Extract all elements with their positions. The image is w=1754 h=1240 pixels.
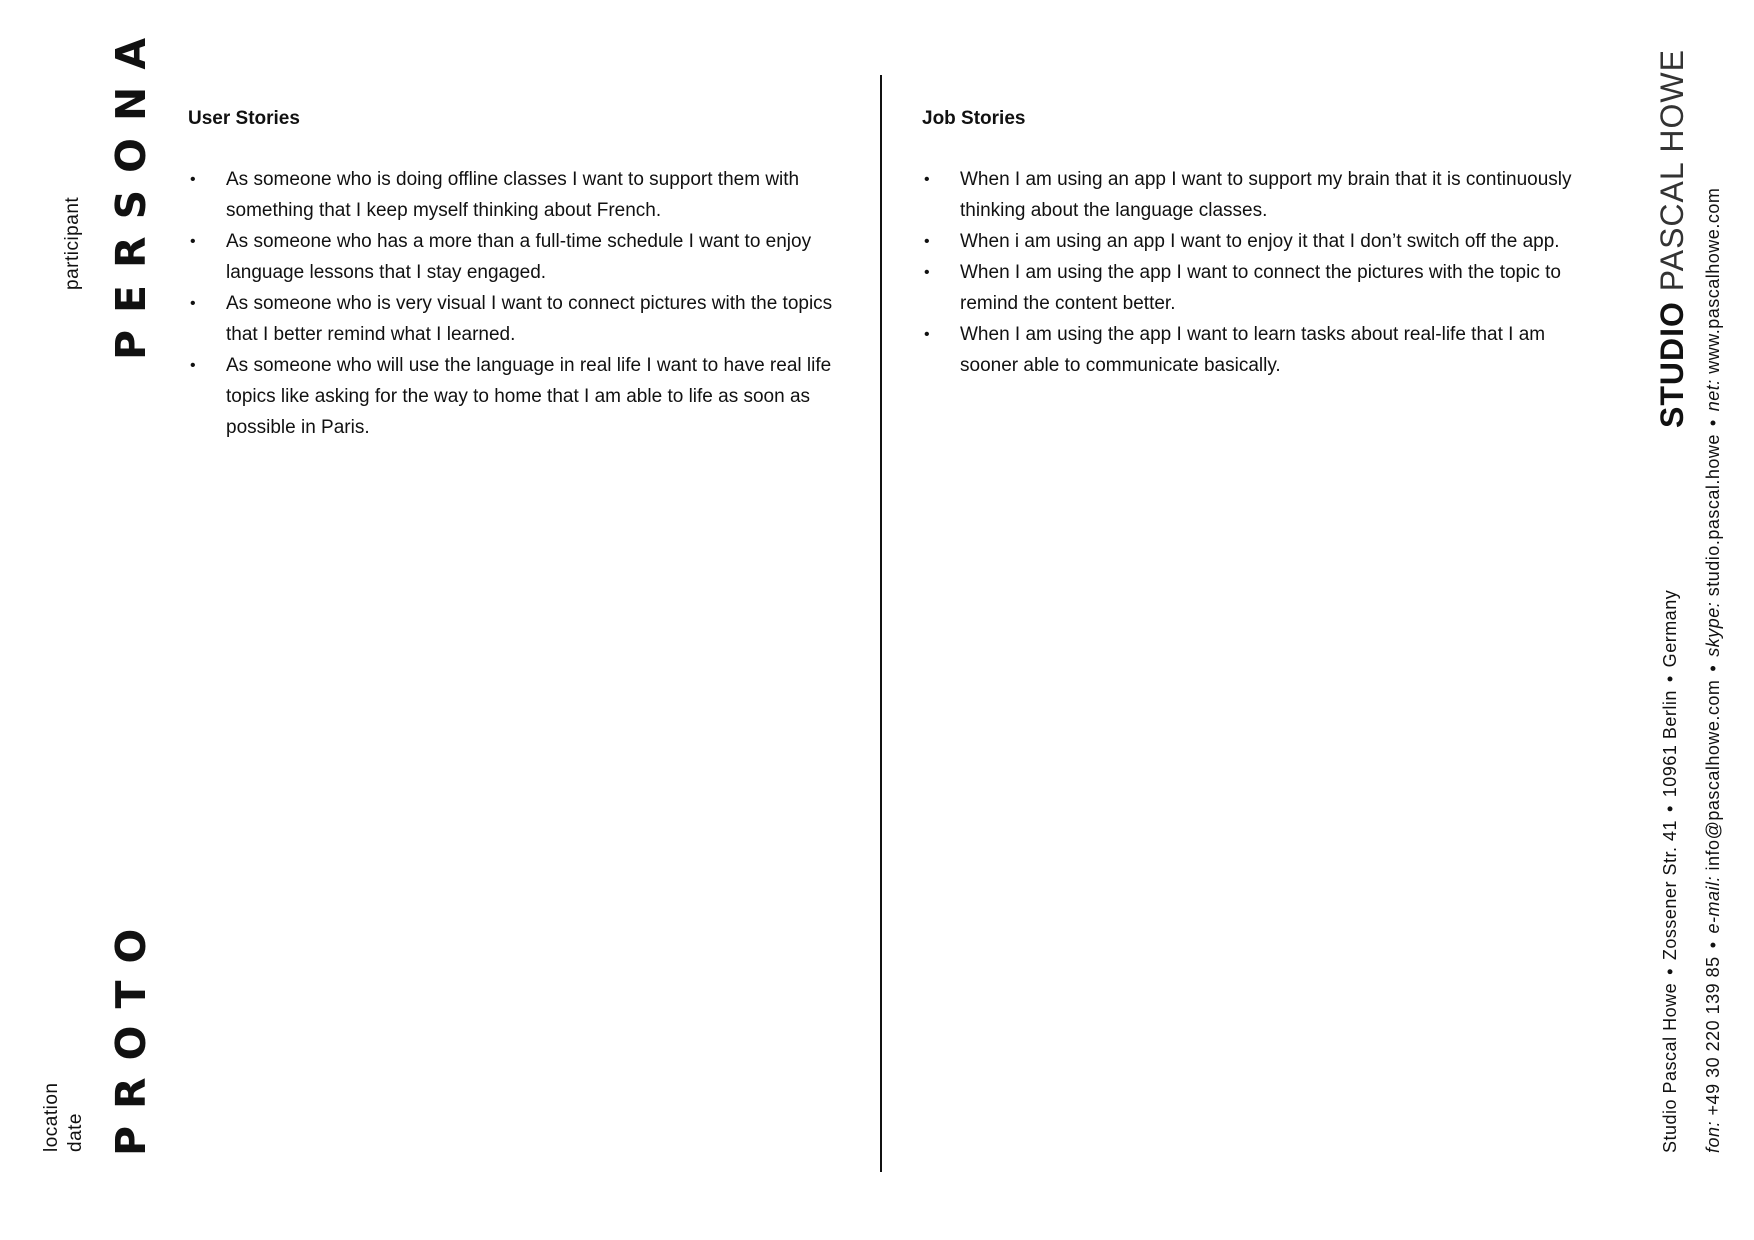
job-story-text: When I am using the app I want to learn tasks about real-life that I am sooner able to communicate basically. — [960, 324, 1546, 376]
address-city: 10961 Berlin — [1660, 690, 1680, 798]
user-story-text: As someone who will use the language in real life I want to have real life topics like asking for the way to home that I am able to life as soon as possible in Paris. — [226, 355, 832, 438]
address-country: Germany — [1660, 589, 1680, 668]
job-story-item — [922, 319, 1592, 381]
bullet-icon: • — [190, 295, 196, 312]
participant-label: participant — [62, 196, 83, 290]
separator: • — [1703, 664, 1723, 672]
meta-labels — [40, 1083, 88, 1153]
skype-value[interactable]: studio.pascal.howe — [1703, 434, 1723, 597]
column-divider — [880, 75, 882, 1172]
user-stories-list — [188, 164, 848, 443]
job-story-text: When I am using the app I want to connect the pictures with the topic to remind the content better. — [960, 262, 1561, 314]
job-story-item — [922, 226, 1592, 257]
location-label: location — [41, 1082, 62, 1152]
address-name: Studio Pascal Howe — [1660, 982, 1680, 1153]
separator: • — [1703, 419, 1723, 427]
job-stories-list — [922, 164, 1592, 381]
user-story-item — [188, 288, 848, 350]
address-street: Zossener Str. 41 — [1660, 820, 1680, 961]
user-story-text: As someone who has a more than a full-time schedule I want to enjoy language lessons that I stay engaged. — [226, 231, 812, 283]
net-key: net: — [1703, 379, 1723, 412]
date-label: date — [65, 1113, 86, 1152]
user-story-item — [188, 164, 848, 226]
user-story-item — [188, 350, 848, 443]
contact-line — [1702, 188, 1724, 1153]
separator: • — [1660, 675, 1680, 683]
bullet-icon: • — [924, 233, 930, 250]
job-stories-section — [922, 104, 1592, 381]
address-line — [1659, 590, 1681, 1153]
bullet-icon: • — [190, 233, 196, 250]
job-story-item — [922, 257, 1592, 319]
separator: • — [1660, 805, 1680, 813]
net-value[interactable]: www.pascalhowe.com — [1703, 187, 1723, 374]
bullet-icon: • — [190, 357, 196, 374]
bullet-icon: • — [924, 326, 930, 343]
user-story-text: As someone who is very visual I want to connect pictures with the topics that I better remind what I learned. — [226, 293, 833, 345]
fon-value[interactable]: +49 30 220 139 85 — [1703, 956, 1723, 1116]
job-story-text: When i am using an app I want to enjoy it that I don’t switch off the app. — [960, 231, 1560, 252]
job-stories-heading: Job Stories — [922, 108, 1026, 129]
skype-key: skype: — [1703, 601, 1723, 657]
user-story-text: As someone who is doing offline classes I want to support them with something that I keep myself thinking about French. — [226, 169, 800, 221]
fon-key: fon: — [1703, 1120, 1723, 1153]
user-story-item — [188, 226, 848, 288]
user-stories-section — [188, 104, 848, 443]
email-value[interactable]: info@pascalhowe.com — [1703, 679, 1723, 871]
job-story-text: When I am using an app I want to support my brain that it is continuously thinking about the language classes. — [960, 169, 1572, 221]
bullet-icon: • — [924, 171, 930, 188]
studio-logo-bold: STUDIO — [1654, 301, 1690, 428]
job-story-item — [922, 164, 1592, 226]
proto-title: PROTO — [107, 911, 155, 1156]
email-key: e-mail: — [1703, 875, 1723, 934]
persona-title: PERSONA — [107, 20, 155, 360]
separator: • — [1703, 941, 1723, 949]
studio-logo — [1652, 49, 1692, 428]
studio-logo-light: PASCAL HOWE — [1654, 49, 1690, 292]
separator: • — [1660, 968, 1680, 975]
bullet-icon: • — [924, 264, 930, 281]
bullet-icon: • — [190, 171, 196, 188]
user-stories-heading: User Stories — [188, 108, 300, 129]
